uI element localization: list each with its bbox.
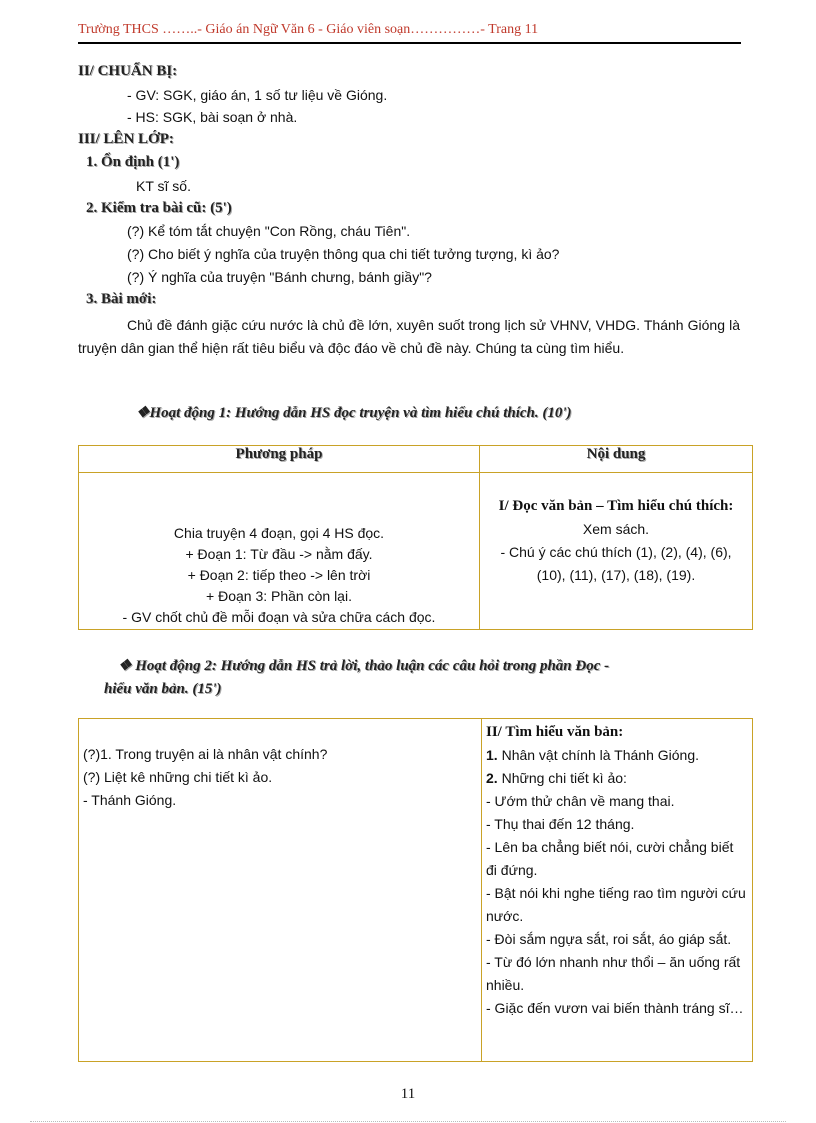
answer-detail: - Từ đó lớn nhanh như thổi – ăn uống rất nhiều. bbox=[486, 954, 741, 993]
answer-detail: - Lên ba chẳng biết nói, cười chẳng biết đi đứng. bbox=[486, 839, 734, 878]
answer-detail: - Đòi sắm ngựa sắt, roi sắt, áo giáp sắt. bbox=[486, 931, 732, 947]
answer-detail: - Ướm thử chân về mang thai. bbox=[486, 793, 675, 809]
activity2-title-line1: ❖ Hoạt động 2: Hướng dẫn HS trả lời, thảo luận các câu hỏi trong phần Đọc - bbox=[118, 658, 610, 674]
activity1-content-cell bbox=[480, 473, 753, 630]
method-line: + Đoạn 3: Phần còn lại. bbox=[206, 588, 352, 604]
activity1-title: ❖Hoạt động 1: Hướng dẫn HS đọc truyện và tìm hiểu chú thích. (10') bbox=[136, 405, 572, 421]
answer-item-number: 1. bbox=[486, 747, 498, 763]
kiem-tra-question: (?) Cho biết ý nghĩa của truyện thông qua chi tiết tưởng tượng, kì ảo? bbox=[127, 246, 560, 262]
answers-title: II/ Tìm hiểu văn bản: bbox=[486, 724, 624, 740]
kiem-tra-question: (?) Ý nghĩa của truyện "Bánh chưng, bánh giầy"? bbox=[127, 269, 432, 285]
col-header-method: Phương pháp bbox=[79, 446, 480, 473]
activity1-method-cell bbox=[79, 473, 480, 630]
question-line: - Thánh Gióng. bbox=[83, 792, 177, 808]
section-len-lop-title: III/ LÊN LỚP: bbox=[78, 131, 174, 147]
method-line: + Đoạn 1: Từ đầu -> nằm đấy. bbox=[185, 546, 373, 562]
answer-detail: - Bật nói khi nghe tiếng rao tìm người cứu nước. bbox=[486, 885, 746, 924]
page-number: 11 bbox=[400, 1086, 416, 1102]
answer-detail: - Giặc đến vươn vai biến thành tráng sĩ… bbox=[486, 1000, 744, 1016]
answer-item-text: Nhân vật chính là Thánh Gióng. bbox=[497, 747, 700, 763]
answer-item-number: 2. bbox=[486, 770, 498, 786]
content-title: I/ Đọc văn bản – Tìm hiểu chú thích: bbox=[498, 498, 734, 514]
on-dinh-text: KT sĩ số. bbox=[136, 178, 191, 194]
kiem-tra-question: (?) Kể tóm tắt chuyện "Con Rồng, cháu Tiên". bbox=[127, 223, 411, 239]
activity2-title-line2: hiểu văn bản. (15') bbox=[104, 681, 222, 697]
col-header-content: Nội dung bbox=[480, 446, 753, 473]
answer-item-text: Những chi tiết kì ảo: bbox=[497, 770, 627, 786]
chuan-bi-item: - HS: SGK, bài soạn ở nhà. bbox=[127, 109, 298, 125]
kiem-tra-title: 2. Kiểm tra bài cũ: (5') bbox=[86, 200, 232, 216]
answer-detail: - Thụ thai đến 12 tháng. bbox=[486, 816, 635, 832]
answer-item bbox=[486, 767, 748, 790]
bai-moi-paragraph: Chủ đề đánh giặc cứu nước là chủ đề lớn, xuyên suốt trong lịch sử VHNV, VHDG. Thánh Gióng là truyện dân gian thể hiện rất tiêu biểu và độc đáo về chủ đề này. Chúng ta cùng tìm hiểu. bbox=[78, 317, 740, 356]
header-text: Trường THCS ……..- Giáo án Ngữ Văn 6 - Giáo viên soạn……………- Trang 11 bbox=[78, 22, 539, 37]
activity1-table bbox=[78, 445, 753, 630]
method-line: + Đoạn 2: tiếp theo -> lên trời bbox=[187, 567, 371, 583]
content-line: - Chú ý các chú thích (1), (2), (4), (6), (10), (11), (17), (18), (19). bbox=[500, 544, 732, 583]
activity2-table bbox=[78, 718, 753, 1062]
chuan-bi-item: - GV: SGK, giáo án, 1 số tư liệu về Gióng. bbox=[127, 87, 388, 103]
activity2-questions-cell bbox=[79, 719, 482, 1062]
question-line: (?) Liệt kê những chi tiết kì ảo. bbox=[83, 769, 273, 785]
page-header bbox=[78, 20, 741, 44]
question-line: (?)1. Trong truyện ai là nhân vật chính? bbox=[83, 746, 328, 762]
section-chuan-bi-title: II/ CHUẨN BỊ: bbox=[78, 63, 178, 79]
method-line: Chia truyện 4 đoạn, gọi 4 HS đọc. bbox=[173, 525, 385, 541]
content-line: Xem sách. bbox=[582, 521, 650, 537]
on-dinh-title: 1. Ổn định (1') bbox=[86, 154, 180, 170]
activity2-answers-cell bbox=[482, 719, 753, 1062]
bai-moi-title: 3. Bài mới: bbox=[86, 291, 157, 307]
answer-item bbox=[486, 744, 748, 767]
page-bottom-divider bbox=[30, 1121, 786, 1122]
method-line: - GV chốt chủ đề mỗi đoạn và sửa chữa cách đọc. bbox=[122, 609, 436, 625]
